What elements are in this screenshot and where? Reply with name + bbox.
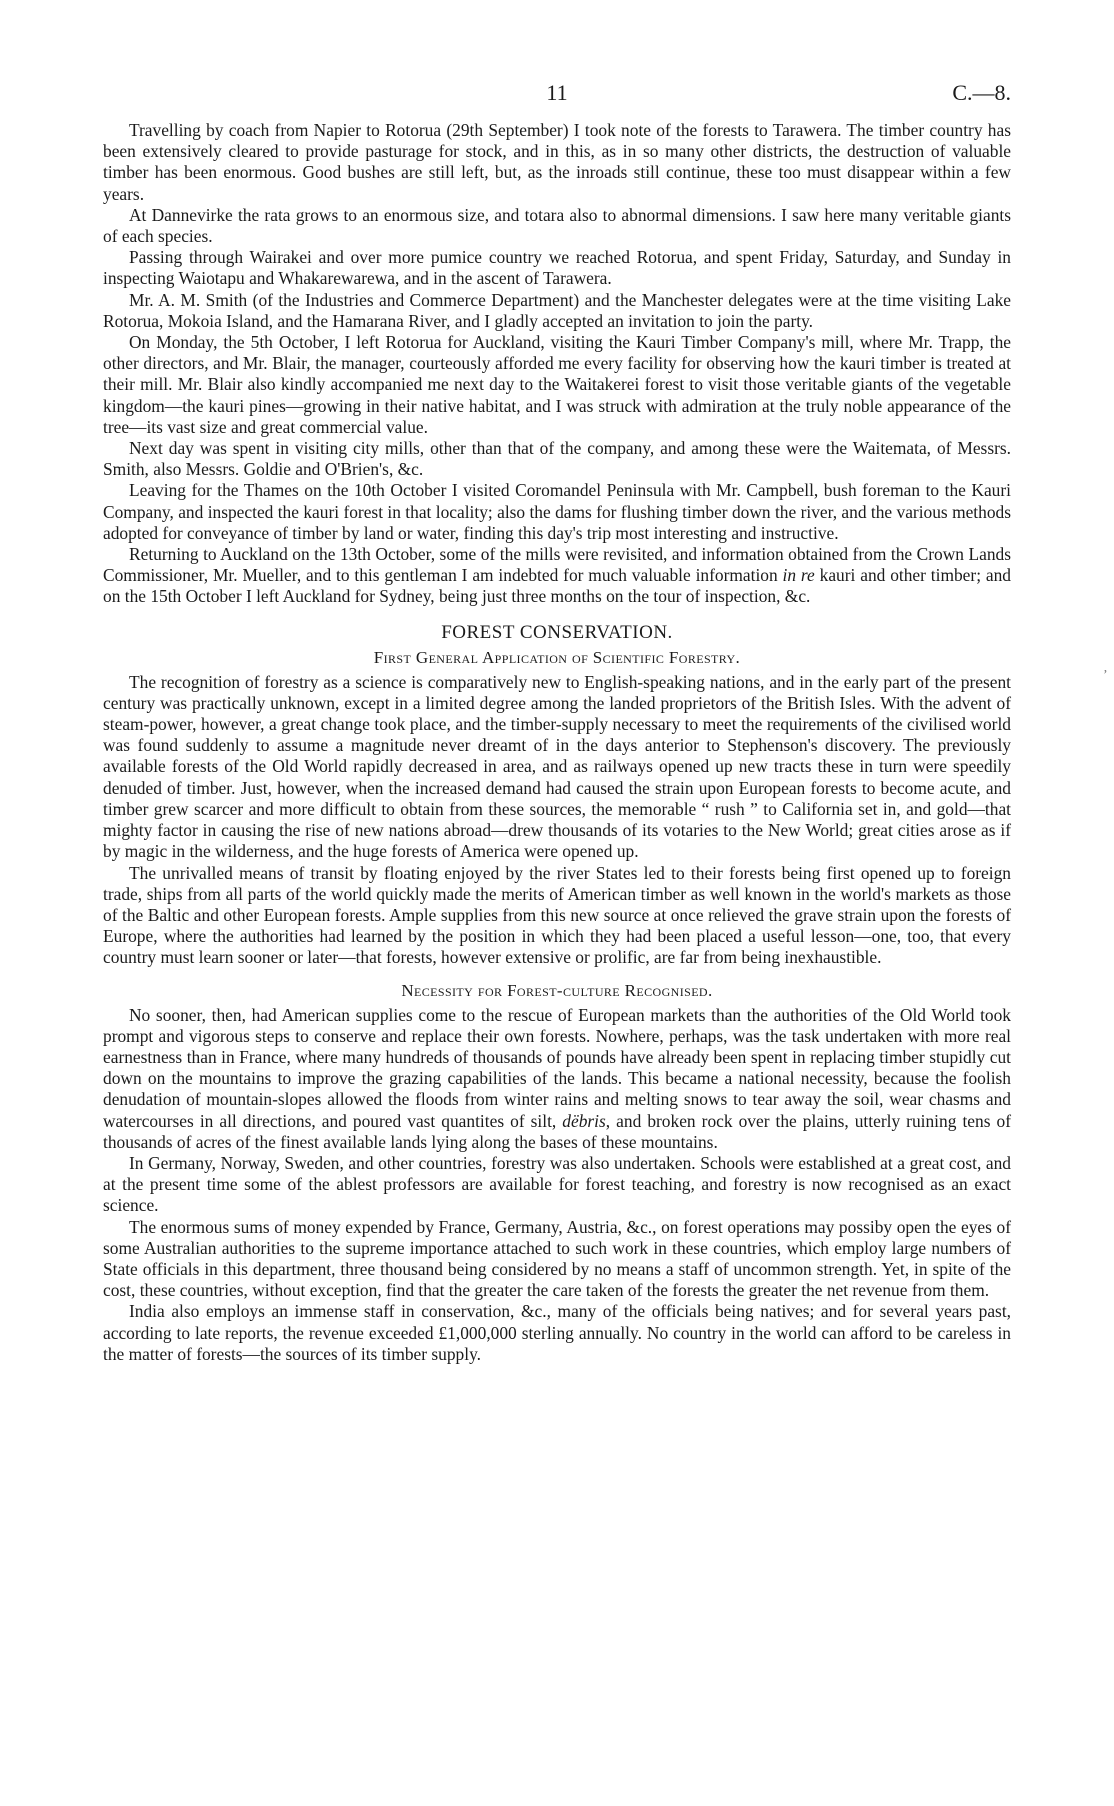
paragraph: Leaving for the Thames on the 10th October I visited Coromandel Peninsula with Mr. Campbell, bush foreman to the Kauri Company, and inspected the kauri forest in that locality; also the dams for flushing timber down the river, and the various methods adopted for conveyance of timber by land or water, finding this day's trip most interesting and instructive. bbox=[103, 480, 1011, 543]
document-page bbox=[103, 80, 1011, 1365]
intro-section bbox=[103, 120, 1011, 608]
text-run: , and broken rock over the plains, utterly ruining tens of thousands of acres of the finest available lands lying along the bases of these mountains. bbox=[103, 1110, 1011, 1152]
paragraph: Travelling by coach from Napier to Rotorua (29th September) I took note of the forests to Tarawera. The timber country has been extensively cleared to provide pasturage for stock, and in this, as in so many other districts, the destruction of valuable timber has been enormous. Good bushes are still left, but, as the inroads still continue, these too must disappear within a few years. bbox=[103, 120, 1011, 204]
document-reference: C.—8. bbox=[952, 80, 1011, 105]
margin-mark: ’ bbox=[1103, 668, 1108, 683]
paragraph bbox=[103, 544, 1011, 608]
subsection-heading: Necessity for Forest-culture Recognised. bbox=[401, 980, 713, 1000]
text-run: Returning to Auckland on the 13th October, some of the mills were revisited, and information obtained from the Crown Lands Commissioner, Mr. Mueller, and to this gentleman I am indebted for much valuable information bbox=[103, 544, 1011, 586]
paragraph: Next day was spent in visiting city mills, other than that of the company, and among these were the Waitemata, of Messrs. Smith, also Messrs. Goldie and O'Brien's, &c. bbox=[103, 438, 1011, 480]
paragraph: The recognition of forestry as a science is comparatively new to English-speaking nations, and in the early part of the present century was practically unknown, except in a limited degree among the landed proprietors of the British Isles. With the advent of steam-power, however, a great change took place, and the timber-supply necessary to meet the requirements of the civilised world was found suddenly to assume a magnitude never dreamt of in the days anterior to Stephenson's discovery. The previously available forests of the Old World rapidly decreased in area, and as railways opened up new tracts these in turn were speedily denuded of timber. Just, however, when the increased demand had caused the strain upon European forests to become acute, and timber grew scarcer and more difficult to obtain from these sources, the memorable “ rush ” to California set in, and gold—that mighty factor in causing the rise of new nations abroad—drew thousands of its votaries to the New World; great cities arose as if by magic in the wilderness, and the huge forests of America were opened up. bbox=[103, 671, 1011, 862]
paragraph: Mr. A. M. Smith (of the Industries and Commerce Department) and the Manchester delegates were at the time visiting Lake Rotorua, Mokoia Island, and the Hamarana River, and I gladly accepted an invitation to join the party. bbox=[103, 289, 1011, 331]
necessity-section bbox=[103, 1005, 1011, 1365]
text-run: No sooner, then, had American supplies come to the rescue of European markets than the authorities of the Old World took prompt and vigorous steps to conserve and replace their own forests. Nowhere, perhaps, was the task undertaken with more real earnestness than in France, where many hundreds of thousands of pounds have already been spent in replacing timber stupidly cut down on the mountains to improve the grazing capabilities of the lands. This became a national necessity, because the foolish denudation of mountain-slopes allowed the floods from winter rains and melting snows to tear away the soil, wear chasms and watercourses in all directions, and poured vast quantites of silt, bbox=[103, 1004, 1011, 1131]
paragraph: At Dannevirke the rata grows to an enormous size, and totara also to abnormal dimensions. I saw here many veritable giants of each species. bbox=[103, 204, 1011, 247]
paragraph: The enormous sums of money expended by France, Germany, Austria, &c., on forest operations may possiby open the eyes of some Australian authorities to the supreme importance attached to such work in these countries, which employ large numbers of State officials in this department, three thousand being considered by no means a staff of uncommon strength. Yet, in spite of the cost, these countries, without exception, find that the greater the care taken of the forests the greater the net revenue from them. bbox=[103, 1216, 1011, 1301]
paragraph: India also employs an immense staff in conservation, &c., many of the officials being natives; and for several years past, according to late reports, the revenue exceeded £1,000,000 sterling annually. No country in the world can afford to be careless in the matter of forests—the sources of its timber supply. bbox=[103, 1301, 1011, 1364]
running-head bbox=[103, 80, 1011, 120]
paragraph bbox=[103, 1005, 1011, 1153]
section-heading: FOREST CONSERVATION. bbox=[441, 621, 673, 643]
italic-phrase: in re bbox=[782, 565, 815, 586]
paragraph: Passing through Wairakei and over more pumice country we reached Rotorua, and spent Friday, Saturday, and Sunday in inspecting Waiotapu and Whakarewarewa, and in the ascent of Tarawera. bbox=[103, 247, 1011, 289]
forestry-section bbox=[103, 672, 1011, 969]
paragraph: On Monday, the 5th October, I left Rotorua for Auckland, visiting the Kauri Timber Company's mill, where Mr. Trapp, the other directors, and Mr. Blair, the manager, courteously afforded me every facility for observing how the kauri timber is treated at their mill. Mr. Blair also kindly accompanied me next day to the Waitakerei forest to visit those veritable giants of the vegetable kingdom—the kauri pines—growing in their native habitat, and I was struck with admiration at the truly noble appearance of the tree—its vast size and great commercial value. bbox=[103, 332, 1011, 437]
paragraph: In Germany, Norway, Sweden, and other countries, forestry was also undertaken. Schools were established at a great cost, and at the present time some of the ablest professors are available for forest teaching, and forestry is now recognised as an exact science. bbox=[103, 1152, 1011, 1216]
paragraph: The unrivalled means of transit by floating enjoyed by the river States led to their forests being first opened up to foreign trade, ships from all parts of the world quickly made the merits of American timber as well known in the world's markets as those of the Baltic and other European forests. Ample supplies from this new source at once relieved the grave strain upon the forests of Europe, where the authorities had learned by the position in which they had been placed a useful lesson—one, too, that every country must learn sooner or later—that forests, however extensive or prolific, are far from being inexhaustible. bbox=[103, 862, 1011, 968]
page-number: 11 bbox=[546, 80, 568, 105]
subsection-heading: First General Application of Scientific Forestry. bbox=[373, 647, 741, 667]
italic-word: dëbris bbox=[562, 1110, 606, 1131]
text-run: kauri and other timber; and on the 15th October I left Auckland for Sydney, being just three months on the tour of inspection, &c. bbox=[103, 565, 1011, 607]
